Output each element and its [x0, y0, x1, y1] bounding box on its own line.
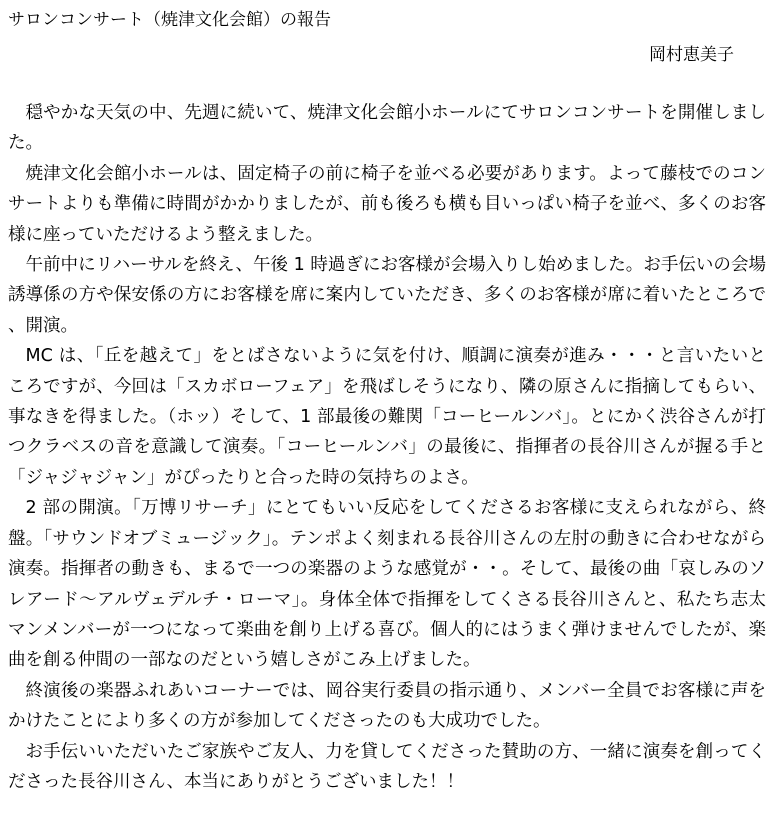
report-body [8, 98, 766, 797]
paragraph: 穏やかな天気の中、先週に続いて、焼津文化会館小ホールにてサロンコンサートを開催しました。 [8, 103, 766, 154]
paragraph: 2 部の開演。「万博リサーチ」にとてもいい反応をしてくださるお客様に支えられながら、終盤。「サウンドオブミュージック」。テンポよく刻まれる長谷川さんの左肘の動きに合わせながら演奏。指揮者の動きも、まるで一つの楽器のような感覚が・・。そして、最後の曲「哀しみのソレアード～アルヴェデルチ・ローマ」。身体全体で指揮をしてくさる長谷川さんと、私たち志太マンメンバーが一つになって楽曲を創り上げる喜び。個人的にはうまく弾けませんでしたが、楽曲を創る仲間の一部なのだという嬉しさがこみ上げました。 [8, 498, 766, 671]
paragraph: MC は、「丘を越えて」をとばさないように気を付け、順調に演奏が進み・・・と言いたいところですが、今回は「スカボローフェア」を飛ばしそうになり、隣の原さんに指摘してもらい、事なきを得ました。（ホッ）そして、1 部最後の難関「コーヒールンバ」。とにかく渋谷さんが打つクラベスの音を意識して演奏。「コーヒールンバ」の最後に、指揮者の長谷川さんが握る手と「ジャジャジャン」がぴったりと合った時の気持ちのよさ。 [8, 346, 766, 488]
paragraph: お手伝いいただいたご家族やご友人、力を貸してくださった賛助の方、一緒に演奏を創ってくださった長谷川さん、本当にありがとうございました！！ [8, 741, 766, 792]
document-title: サロンコンサート（焼津文化会館）の報告 [8, 10, 331, 30]
paragraph: 焼津文化会館小ホールは、固定椅子の前に椅子を並べる必要があります。よって藤枝でのコンサートよりも準備に時間がかかりましたが、前も後ろも横も目いっぱい椅子を並べ、多くのお客様に座っていただけるよう整えました。 [8, 163, 766, 245]
author-name: 岡村恵美子 [649, 45, 734, 65]
paragraph: 午前中にリハーサルを終え、午後 1 時過ぎにお客様が会場入りし始めました。お手伝いの会場誘導係の方や保安係の方にお客様を席に案内していただき、多くのお客様が席に着いたところで、開演。 [8, 255, 766, 336]
paragraph: 終演後の楽器ふれあいコーナーでは、岡谷実行委員の指示通り、メンバー全員でお客様に声をかけたことにより多くの方が参加してくださったのも大成功でした。 [8, 680, 766, 732]
